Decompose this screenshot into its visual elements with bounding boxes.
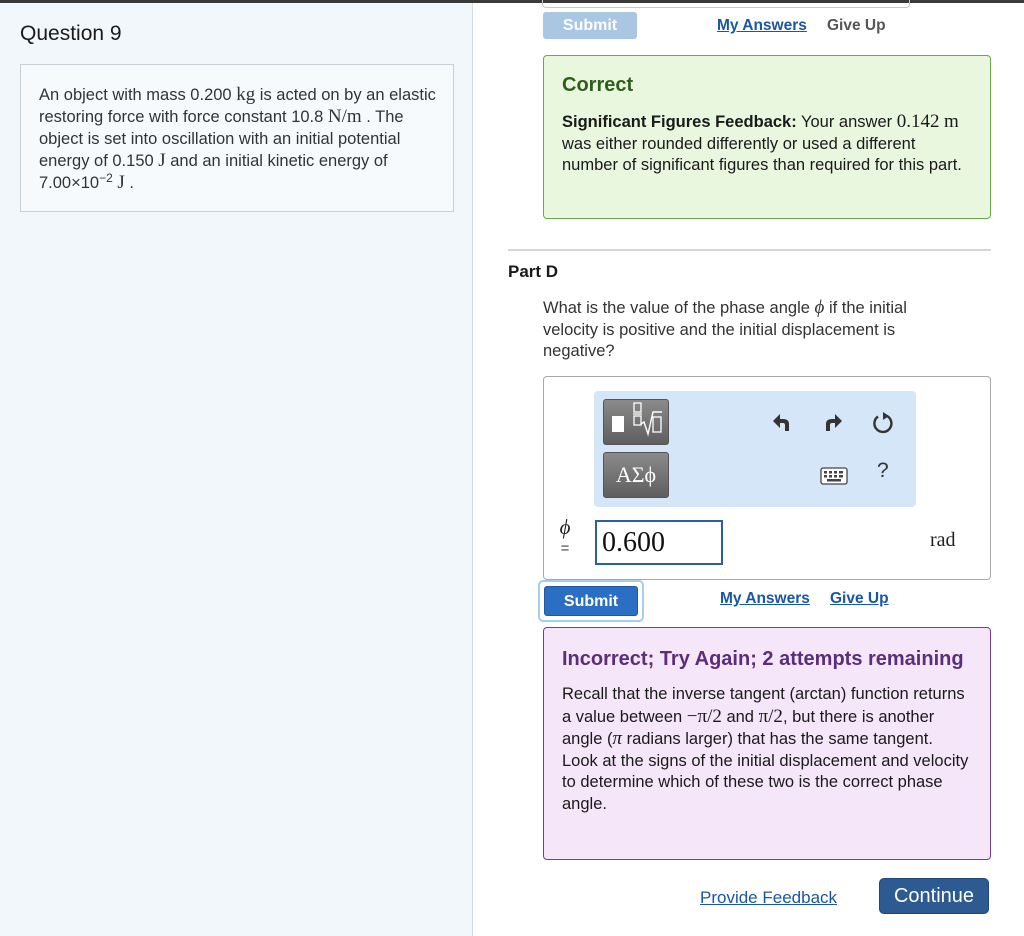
reset-icon[interactable]: [871, 411, 895, 435]
hint-text-part: and: [721, 707, 759, 726]
hint-text-part: Recall that the inverse tangent (arctan) function returns a value between: [562, 685, 965, 726]
question-text: What is the value of the phase angle: [543, 299, 815, 317]
previous-my-answers-link[interactable]: My Answers: [717, 17, 807, 34]
answer-entry-box: [543, 376, 991, 580]
correct-title: Correct: [562, 74, 634, 96]
exponent: −2: [99, 171, 113, 185]
question-text: if the initial velocity is positive and the initial displacement is negative?: [543, 299, 907, 360]
incorrect-title: Incorrect; Try Again; 2 attempts remaining: [562, 648, 964, 670]
unit-j: J: [158, 150, 166, 171]
part-d-question: [543, 297, 963, 363]
answer-panel: [474, 3, 1024, 936]
templates-button[interactable]: [603, 399, 669, 445]
previous-answer-value: 0.142: [896, 111, 940, 132]
unit-kg: kg: [236, 84, 256, 105]
previous-submit-button: Submit: [543, 12, 637, 39]
hint-text-part: radians larger) that has the same tangent. Look at the signs of the initial displacement and velocity to determine which of these two is the correct phase angle.: [562, 730, 969, 813]
part-divider: [508, 249, 991, 251]
redo-icon[interactable]: [821, 411, 843, 433]
previous-give-up-link: Give Up: [827, 17, 886, 34]
answer-unit: rad: [930, 529, 956, 551]
phi-symbol: ϕ: [814, 297, 825, 318]
feedback-text: was either rounded differently or used a different number of significant figures than required for this part.: [562, 134, 962, 174]
part-d-label: Part D: [508, 262, 559, 281]
problem-text: is acted on by an elastic restoring force with force constant 10.8: [39, 86, 436, 126]
my-answers-link[interactable]: My Answers: [720, 590, 810, 607]
hint-text: [562, 684, 972, 815]
submit-focus-ring: [538, 580, 644, 622]
math-toolbar: [594, 391, 916, 507]
answer-variable: ϕ: [559, 515, 571, 539]
question-title: Question 9: [20, 22, 122, 45]
previous-part-frame: [542, 0, 910, 8]
unit-j: J: [117, 172, 125, 193]
submit-button[interactable]: Submit: [544, 586, 638, 616]
equals-sign: =: [560, 540, 570, 557]
problem-text: .: [124, 174, 134, 192]
keyboard-icon[interactable]: [820, 467, 848, 485]
previous-answer-unit: m: [944, 111, 959, 132]
problem-text: . The object is set into oscillation with an initial potential energy of 0.150: [39, 108, 404, 170]
hint-text-part: , but there is another angle (: [562, 707, 935, 748]
sig-figs-feedback: [562, 111, 972, 177]
give-up-link[interactable]: Give Up: [830, 590, 889, 607]
feedback-label: Significant Figures Feedback:: [562, 113, 797, 131]
unit-n-per-m: N/m: [327, 106, 362, 127]
math-pi-over-2: π/2: [758, 705, 783, 727]
undo-icon[interactable]: [772, 411, 794, 433]
feedback-text: Your answer: [796, 113, 897, 131]
templates-icon: [604, 400, 668, 444]
help-button[interactable]: ?: [877, 459, 889, 482]
problem-statement: [20, 64, 454, 212]
continue-button[interactable]: Continue: [879, 878, 989, 914]
math-neg-pi-over-2: −π/2: [686, 705, 722, 727]
provide-feedback-link[interactable]: Provide Feedback: [700, 888, 838, 907]
correct-feedback-box: [543, 55, 991, 219]
question-panel: [0, 3, 473, 936]
greek-symbols-button[interactable]: ΑΣϕ: [603, 452, 669, 498]
problem-text: An object with mass 0.200: [39, 86, 237, 104]
answer-input[interactable]: 0.600: [595, 520, 723, 565]
math-pi: π: [612, 728, 622, 749]
incorrect-feedback-box: [543, 627, 991, 860]
problem-text: and an initial kinetic energy of 7.00×10: [39, 152, 388, 192]
